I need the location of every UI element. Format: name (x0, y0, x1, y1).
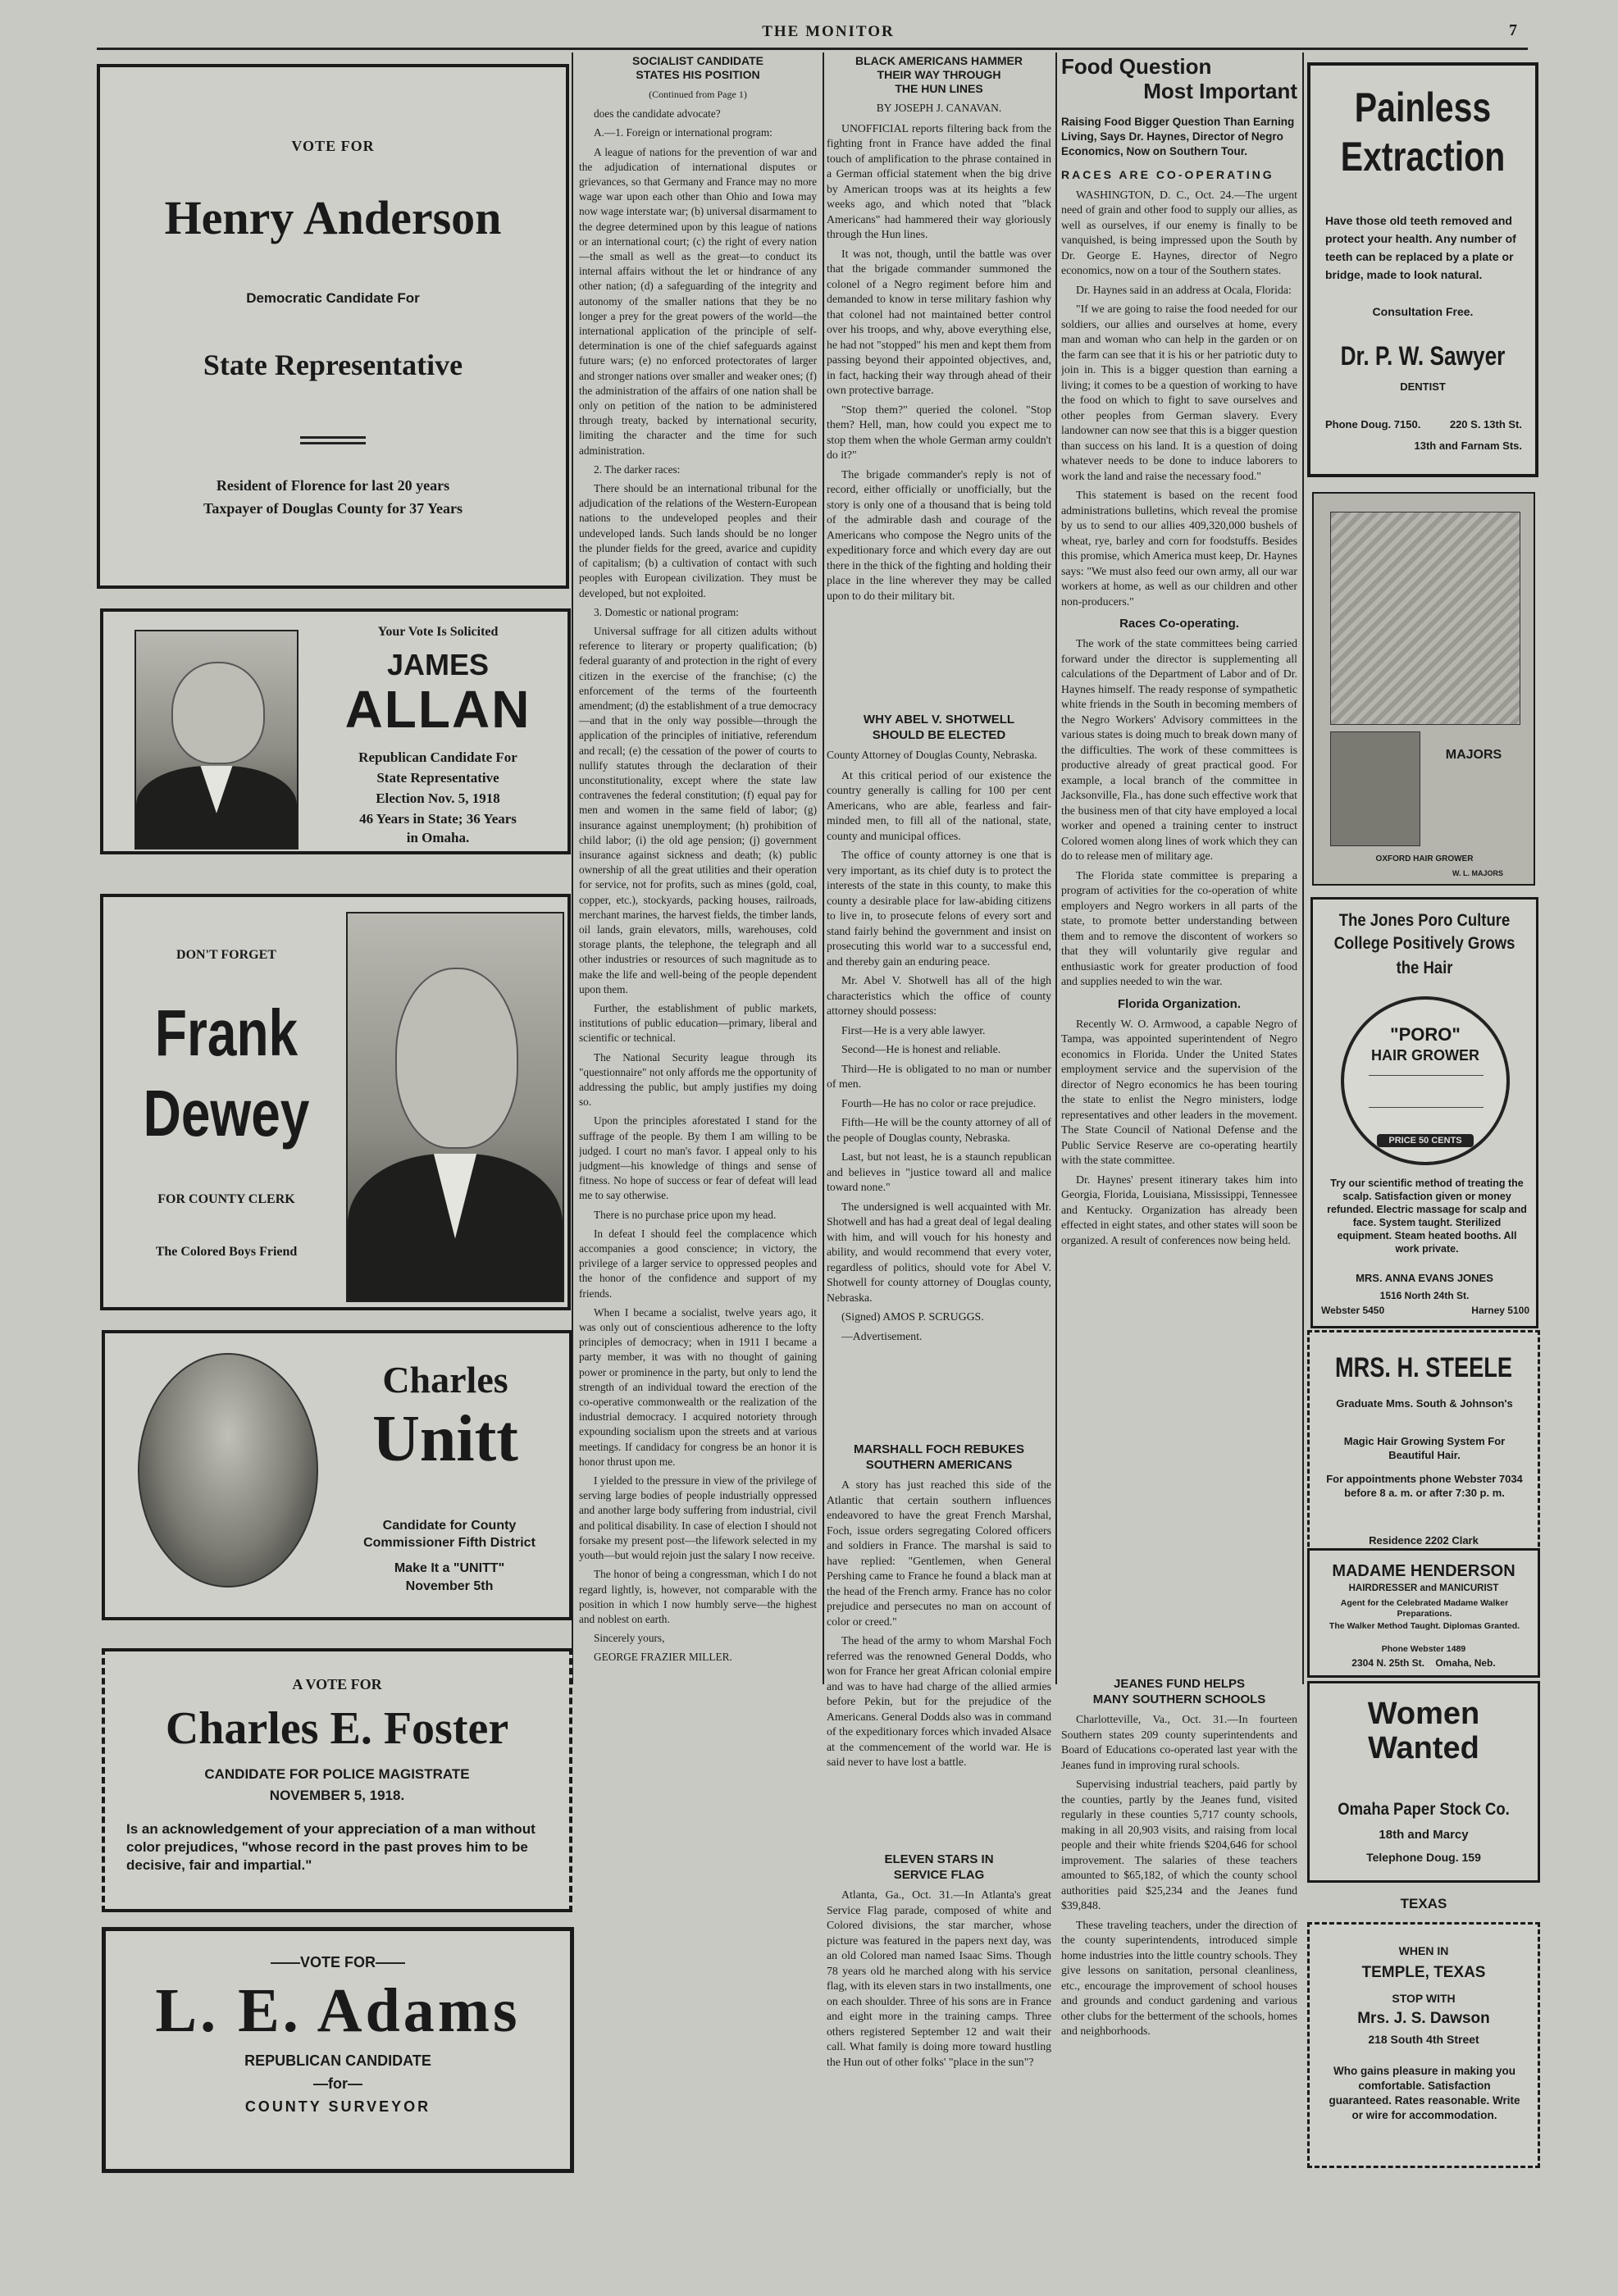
ad-anderson-line1: Resident of Florence for last 20 years (216, 477, 450, 494)
article-headline: MARSHALL FOCH REBUKES (853, 1442, 1025, 1456)
ad-allan-line4: 46 Years in State; 36 Years (359, 811, 517, 827)
ad-foster-body: Is an acknowledgement of your appreciation of a man without color prejudices, "whose record in the past proves him to be decisive, fair and impartial." (126, 1821, 536, 1873)
ad-majors-brand: MAJORS (1445, 748, 1502, 762)
article-headline: BLACK AMERICANS HAMMER (855, 54, 1023, 67)
article-paragraph: Fourth—He has no color or race prejudice. (841, 1096, 1037, 1109)
ad-anderson-party: Democratic Candidate For (246, 290, 420, 306)
ad-foster-line2: NOVEMBER 5, 1918. (269, 1788, 405, 1803)
ad-women-addr: 18th and Marcy (1379, 1828, 1469, 1842)
ad-women-wanted (1307, 1681, 1540, 1883)
article-paragraph: There is no purchase price upon my head. (594, 1208, 777, 1221)
article-paragraph: The head of the army to whom Marshal Foch referred was the renowned General Dodds, who won for France her great African colonial empire and was to have had charge of the allied armies before Pekin, but for the prejudice of the Americans. General Dodds also was in command of the expeditionary forces which invaded Alsace at the commencement of the world war. He is said never to have lost a battle. (827, 1634, 1051, 1768)
article-paragraph: Fifth—He will be the county attorney of all of the people of Douglas county, Nebraska. (827, 1116, 1051, 1144)
article-paragraph: —Advertisement. (841, 1329, 923, 1342)
ad-allan-line3: Election Nov. 5, 1918 (376, 790, 500, 806)
ad-texas-stop: STOP WITH (1392, 1992, 1456, 2005)
article-headline: SERVICE FLAG (893, 1868, 985, 1882)
article-paragraph: I yielded to the pressure in view of the privilege of serving large bodies of people industrially oppressed and another large body suffering from industrial, civil and political disability. In case of election I should not forsake my present post—the lifework selected in my youth—but would rejoin just the salary I now receive. (579, 1474, 817, 1562)
ad-allan-last: ALLAN (344, 680, 531, 739)
article-paragraph: In defeat I should feel the complacence which accompanies a good conscience; in victory, the privilege of a larger service to oppressed peoples and the honor of the confidence and support of my friends. (579, 1227, 817, 1300)
article-paragraph: When I became a socialist, twelve years ago, it was only out of conscientious adherence to the lofty principles of democracy; when in 1911 I became a party member, it was with no thought of gaining power or prominence in the party, but only to lend the strength of an individual toward the erection of the co-operative commonwealth or the realization of the industrial democracy. I acquired notoriety through expounding socialism upon the streets and at various meetings. If candidacy for congress be an honor it is honor thrust upon me. (579, 1305, 817, 1468)
article-paragraph: Upon the principles aforestated I stand for the suffrage of the people. By them I am willing to be judged. I court no man's favor. I appeal only to his judgment—his knowledge of things and sense of fitness. No hope of success or fear of defeat will lead me to say otherwise. (579, 1114, 817, 1202)
ad-texas-name: Mrs. J. S. Dawson (1357, 2010, 1490, 2027)
ad-anderson-office: State Representative (203, 348, 463, 381)
ad-women-company: Omaha Paper Stock Co. (1338, 1800, 1510, 1819)
ad-poro-title2: College Positively Grows (1333, 934, 1515, 953)
portrait-oval (138, 1353, 318, 1588)
ad-women-title2: Wanted (1368, 1731, 1479, 1765)
ad-poro-phone1: Webster 5450 (1321, 1305, 1385, 1316)
article-paragraph: UNOFFICIAL reports filtering back from the fighting front in France have added the final touch of amplification to the phrase contained in a German official statement when the big drive by American troops was at its heights a few weeks ago, and which noted that "black Americans" had hammered their way gloriously through the Hun lines. (827, 121, 1051, 240)
ad-henderson-line2: Agent for the Celebrated Madame Walker Preparations. (1340, 1598, 1509, 1619)
ad-charles-foster (102, 1648, 572, 1912)
ad-texas-when: WHEN IN (1398, 1944, 1449, 1957)
article-paragraph: A story has just reached this side of the Atlantic that certain southern influences endeavored to have the great French Marshal, Foch, issue orders segregating Colored officers and soldiers in France. The marshal is said to have replied: "Gentlemen, when General Pershing came to France he found a black man at the head of the French army. France has no color prejudice and persecutes no man on account of color or creed." (827, 1478, 1051, 1628)
article-byline: BY JOSEPH J. CANAVAN. (876, 102, 1002, 114)
article-paragraph: These traveling teachers, under the direction of the county superintendents, introduced simple home industries into the little country schools. They give lessons on sanitation, personal cleanliness, etc., encourage the improvement of school houses and grounds and conduct gardening and various other clubs for the betterment of the schools, homes and neighborhoods. (1061, 1918, 1297, 2037)
article-paragraph: There should be an international tribunal for the adjudication of the relations of the Western-European nations to the undeveloped peoples and their undeveloped lands. Such lands should be no longer the plunder fields for the greed, avarice and cupidity of capitalism; (b) a cultivation of contact with such peoples with European civilization. They must be developed, but not exploited. (579, 482, 817, 599)
ad-women-phone: Telephone Doug. 159 (1366, 1851, 1481, 1864)
ad-painless-extraction (1307, 62, 1538, 477)
ad-charles-unitt (102, 1330, 572, 1620)
article-paragraph: 2. The darker races: (594, 462, 681, 476)
ad-poro-title1: The Jones Poro Culture (1338, 911, 1511, 930)
ad-steele-line2: Magic Hair Growing System For Beautiful Hair. (1343, 1435, 1506, 1461)
ad-dewey-office: FOR COUNTY CLERK (157, 1192, 295, 1206)
continued-note: (Continued from Page 1) (649, 89, 747, 100)
ad-henderson-line1: HAIRDRESSER and MANICURIST (1348, 1583, 1499, 1593)
article-paragraph: Mr. Abel V. Shotwell has all of the high characteristics which the office of county attorney should possess: (827, 974, 1051, 1017)
ad-steele-line4: Residence 2202 Clark (1369, 1534, 1479, 1547)
article-paragraph: A league of nations for the prevention of war and the adjudication of international disputes or grievances, so that Germany and France may no more wage war upon each other than Ohio and Iowa may now wage interstate war; (b) universal disarmament to the degree determined upon by this league of nations or an international court; (c) the right of every nation—the small as well as the great—to conduct its internal affairs without the let or hindrance of any other nation; (d) a safeguarding of the integrity and autonomy of the smaller nations that they be no longer a prey for the great powers of the world—the international application of the principle of self-determination is one of the chief safeguards against future wars; (e) no enforced protectorates of larger and stronger nations over smaller and weaker ones; (f) the administration of the affairs of one nation shall be only on petition of the nation to be administered through treaty, backed by international security, limiting the character and the time for such administration. (579, 145, 817, 457)
ad-dewey-dont: DON'T FORGET (176, 948, 276, 962)
article-paragraph: First—He is a very able lawyer. (841, 1023, 986, 1036)
ad-unitt-last: Unitt (372, 1403, 518, 1475)
ad-painless-phone: Phone Doug. 7150. (1325, 418, 1421, 430)
article-jeanes-fund (1061, 1670, 1297, 2178)
article-paragraph: Third—He is obligated to no man or number of men. (827, 1062, 1051, 1090)
ad-majors-hair (1312, 492, 1535, 886)
ad-dewey-friend: The Colored Boys Friend (155, 1245, 298, 1259)
article-paragraph: Universal suffrage for all citizen adults without reference to literary or property qualification; (b) federal guaranty of and protection in the right of every citizen in the exercise of the franchise; (c) the enforcement of the terms of the fourteenth amendment; (d) the establishment of a true democracy—and that in the only way possible—through the application of the principles of initiative, referendum and recall; (e) the cessation of the power of courts to nullify statutes through the declaration of their unconstitutionality, except where the state law contravenes the federal constitution; (f) equal pay for men and women in the same field of labor; (g) insurance against unemployment; (h) prohibition of child labor; (i) the old age pension; (j) government insurance against sickness and death; (k) public ownership of all the great utilities and their operation for service, not for profits, such as mines (gold, coal, copper, etc.), stockyards, packing houses, railroads, merchant marines, the harvest fields, the timber lands, oil lands, grain elevators, mills, warehouses, cold storage plants, the telephone, the telegraph and all other industries or resources of such magnitude as to make the life and well-being of the people dependent upon them. (579, 624, 817, 995)
ad-texas-addr: 218 South 4th Street (1368, 2033, 1479, 2046)
article-subhead: County Attorney of Douglas County, Nebraska. (827, 749, 1037, 761)
article-paragraph: (Signed) AMOS P. SCRUGGS. (841, 1310, 984, 1323)
column-rule (1302, 52, 1304, 1684)
article-subhead: Races Co-operating. (1119, 617, 1239, 631)
article-eleven-stars (827, 1845, 1051, 2173)
article-paragraph: 3. Domestic or national program: (594, 605, 739, 618)
ad-foster-line1: CANDIDATE FOR POLICE MAGISTRATE (204, 1766, 470, 1782)
article-paragraph: The Florida state committee is preparing a program of activities for the co-operation of white employers and Negro workers in all parts of the state, to promote better understanding between them and to remove the discontent of workers so that they will voluntarily give regular and enthusiastic work for greater production of food and supplies needed to win the war. (1061, 868, 1297, 987)
column-rule (1055, 52, 1057, 1684)
ad-painless-addr1: 220 S. 13th St. (1449, 418, 1522, 430)
ad-henry-anderson (97, 64, 569, 589)
ad-poro-culture (1310, 897, 1538, 1328)
ad-texas-label: TEXAS (1400, 1896, 1447, 1911)
ad-women-title1: Women (1367, 1697, 1480, 1731)
ad-allan-first: JAMES (386, 648, 490, 681)
article-headline: SOCIALIST CANDIDATE (632, 54, 763, 67)
ad-allan-line5: in Omaha. (406, 830, 470, 845)
article-headline: SHOULD BE ELECTED (872, 728, 1006, 742)
ad-poro-body: Try our scientific method of treating the scalp. Satisfaction given or money refunded. Electric massage for scalp and face. System taught. Sterilized equipment. Steam heated booths. All work private. (1327, 1178, 1527, 1255)
article-paragraph: The National Security league through its "questionnaire" not only affords me the opportunity of addressing the public, but amply justifies my doing so. (579, 1050, 817, 1109)
ad-adams-vote: ——VOTE FOR—— (270, 1954, 405, 1970)
ad-unitt-line2: Make It a "UNITT" (394, 1561, 505, 1575)
ad-painless-title2: Extraction (1340, 134, 1506, 180)
article-paragraph: The office of county attorney is one that is very important, as its chief duty is to protect the interests of the state in this county, to make this county a desirable place for law-abiding citizens to live in, to prosecute felons of every sort and stand fairly behind the government and insist on prosecuting this world war to a successful end, and thereby gain an enduring peace. (827, 849, 1051, 968)
article-paragraph: The brigade commander's reply is not of record, either officially or unofficially, but the story is only one of a thousand that is being told of the admirable dash and courage of the Americans who compose the Negro units of the expeditionary force and which every day are out there in the thick of the fighting and holding their place in the line wherever they may be called upon to do their military bit. (827, 467, 1051, 602)
decorative-rule (300, 436, 366, 444)
article-paragraph: This statement is based on the recent food administrations bulletins, which reveal the promise by us to send to our allies 409,320,000 bushels of wheat, rye, barley and corn for foodstuffs. Besides this promise, which America must keep, Dr. Haynes says: "We must also feed our own army, all our war workers at home, as well as our children and other non-producers." (1061, 489, 1297, 608)
article-paragraph: It was not, though, until the battle was over that the brigade commander summoned the colonel of a Negro regiment before him and demanded to know in terse military fashion why that colonel had not maintained better control over his troops, and why, above everything else, he had not "stopped" his men and kept them from passing beyond their appointed objectives, and, in fact, hacking their way through ahead of their own protective barrage. (827, 247, 1051, 396)
ad-poro-label3: PRICE 50 CENTS (1377, 1134, 1474, 1147)
ad-henderson-name: MADAME HENDERSON (1332, 1562, 1515, 1580)
article-paragraph: The undersigned is well acquainted with Mr. Shotwell and has had a great deal of legal dealing with him, and will vouch for his honesty and ability, and would recommend that every voter, regardless of politics, should vote for Abel V. Shotwell for county attorney of Douglas county, Nebraska. (827, 1200, 1051, 1304)
article-headline: JEANES FUND HELPS (1113, 1677, 1246, 1691)
ad-majors-agent: W. L. MAJORS (1452, 869, 1503, 877)
article-paragraph: Dr. Haynes said in an address at Ocala, Florida: (1076, 283, 1292, 296)
ad-painless-title1: Painless (1354, 84, 1492, 130)
ad-henderson-line3: The Walker Method Taught. Diplomas Granted. (1329, 1621, 1520, 1631)
ad-unitt-line1: Candidate for County Commissioner Fifth District (363, 1519, 536, 1550)
ad-poro-addr: 1516 North 24th St. (1379, 1290, 1470, 1301)
ad-adams-name: L. E. Adams (155, 1976, 521, 2045)
ad-adams-line3: COUNTY SURVEYOR (244, 2098, 431, 2115)
ad-poro-label2: HAIR GROWER (1371, 1047, 1479, 1064)
ad-poro-title3: the Hair (1396, 959, 1453, 977)
ad-painless-addr2: 13th and Farnam Sts. (1414, 440, 1522, 452)
ad-henderson-line5: 2304 N. 25th St. Omaha, Neb. (1351, 1657, 1496, 1669)
article-headline: THEIR WAY THROUGH (877, 68, 1001, 81)
article-headline: THE HUN LINES (895, 82, 983, 95)
article-headline: Food Question (1061, 54, 1212, 79)
ad-steele-line1: Graduate Mms. South & Johnson's (1336, 1397, 1513, 1410)
ad-poro-name: MRS. ANNA EVANS JONES (1356, 1272, 1493, 1284)
ad-henderson-line4: Phone Webster 1489 (1381, 1644, 1466, 1654)
ad-anderson-line2: Taxpayer of Douglas County for 37 Years (203, 500, 463, 517)
ad-unitt-line3: November 5th (405, 1579, 494, 1593)
ad-unitt-first: Charles (382, 1359, 508, 1401)
ad-texas-city: TEMPLE, TEXAS (1361, 1964, 1486, 1981)
article-paragraph: At this critical period of our existence the country generally is calling for 100 per cent Americans, who are able, fearless and fair-minded men, to fill all of the national, state, county and municipal offices. (827, 768, 1051, 842)
ad-allan-line2: State Representative (376, 770, 499, 786)
article-paragraph: does the candidate advocate? (594, 107, 721, 121)
ad-painless-role: DENTIST (1400, 380, 1446, 393)
article-paragraph: Dr. Haynes' present itinerary takes him into Georgia, Florida, Louisiana, Mississippi, Tennessee and Kentucky. Organization has already been effected in eight states, and other states will soon be organized. A result of conferences now being held. (1061, 1173, 1297, 1246)
article-paragraph: "If we are going to raise the food needed for our soldiers, our allies and ourselves at home, every man and woman who can help in the garden or on the farm can see that it is his or her patriotic duty to join in. This is a bigger question than earning a living; it comes to be a question of working to have the food on which to fight to save ourselves and other peoples from German slavery. Every landowner can now see that this is a bigger question than success on his land. It is a question of doing whatever needs to be done to induce laborers to work the land and raise the necessary food." (1061, 303, 1297, 482)
ad-steele-name: MRS. H. STEELE (1334, 1352, 1513, 1383)
ad-madame-henderson (1307, 1548, 1540, 1678)
article-subhead: RACES ARE CO-OPERATING (1061, 168, 1274, 181)
article-headline: SOUTHERN AMERICANS (865, 1458, 1013, 1472)
article-headline: WHY ABEL V. SHOTWELL (863, 713, 1015, 727)
article-headline: ELEVEN STARS IN (884, 1852, 994, 1866)
ad-foster-name: Charles E. Foster (165, 1703, 509, 1754)
ad-poro-phone2: Harney 5100 (1471, 1305, 1529, 1316)
ad-frank-dewey (100, 894, 571, 1310)
article-headline: STATES HIS POSITION (636, 68, 760, 81)
article-paragraph: Further, the establishment of public markets, institutions of public education—primary, liberal and scientific or technical. (579, 1001, 817, 1045)
ad-le-adams (102, 1927, 574, 2173)
article-subhead: Florida Organization. (1117, 996, 1241, 1011)
ad-dewey-last: Dewey (143, 1077, 310, 1150)
masthead-title: THE MONITOR (762, 23, 895, 40)
ad-texas-dawson (1307, 1922, 1540, 2168)
ad-foster-vote: A VOTE FOR (292, 1676, 382, 1692)
ad-painless-body: Have those old teeth removed and protect your health. Any number of teeth can be replaced by a plate or bridge, made to look natural. (1325, 214, 1516, 281)
article-paragraph: The honor of being a congressman, which I do not regard lightly, is, however, not comparable with the position in which I now humbly serve—the highest and noblest on earth. (579, 1568, 817, 1625)
poro-label-circle (1341, 996, 1510, 1165)
ad-dewey-first: Frank (154, 996, 299, 1069)
article-paragraph: GEORGE FRAZIER MILLER. (594, 1651, 732, 1664)
ad-painless-consult: Consultation Free. (1372, 305, 1474, 318)
ad-majors-caption: OXFORD HAIR GROWER (1375, 854, 1474, 863)
poro-label-script (1369, 1075, 1484, 1108)
ad-anderson-vote: VOTE FOR (291, 138, 375, 154)
ad-adams-line1: REPUBLICAN CANDIDATE (244, 2052, 431, 2069)
illustration-product-box (1330, 731, 1420, 846)
ad-james-allan (100, 608, 571, 854)
article-hun-lines (827, 54, 1051, 694)
ad-adams-line2: —for— (313, 2075, 362, 2092)
article-paragraph: Sincerely yours, (594, 1632, 665, 1645)
ad-mrs-steele (1307, 1330, 1540, 1576)
article-socialist (579, 54, 817, 1694)
masthead-rule (97, 48, 1528, 50)
article-paragraph: Second—He is honest and reliable. (841, 1043, 1001, 1055)
article-paragraph: Supervising industrial teachers, paid partly by the counties, partly by the Jeanes fund, visited regularly in these counties 5,717 county schools, making in all 20,903 visits, and raising from local people and their white friends $204,646 for school improvement. The salaries of these teachers amounted to $65,182, of which the county school authorities paid $25,234 and the Jeanes fund $39,848. (1061, 1778, 1297, 1911)
ad-texas-body: Who gains pleasure in making you comfortable. Satisfaction guaranteed. Rates reasonable. Write or wire for accommodation. (1329, 2065, 1520, 2121)
ad-steele-line3: For appointments phone Webster 7034 before 8 a. m. or after 7:30 p. m. (1326, 1473, 1523, 1499)
ad-painless-name: Dr. P. W. Sawyer (1340, 341, 1506, 371)
article-paragraph: "Stop them?" queried the colonel. "Stop them? Hell, man, how could you expect me to stop them when the whole German army couldn't do it?" (827, 403, 1051, 461)
portrait-photo (134, 630, 299, 850)
article-paragraph: WASHINGTON, D. C., Oct. 24.—The urgent need of grain and other food to supply our allies, as well as ourselves, if our enemy is finally to be vanquished, is being impressed upon the South by Dr. George E. Haynes, director of Negro economics, now on a tour of the Southern states. (1061, 188, 1297, 276)
article-headline: MANY SOUTHERN SCHOOLS (1092, 1692, 1266, 1706)
article-paragraph: Recently W. O. Armwood, a capable Negro of Tampa, was appointed superintendent of Negro economics in Florida. Under the United States employment service and the supervision of the director of Negro economics he has been touring the state to enlist the Negro ministers, lodge representatives and other leaders in the movement. The State Council of National Defense and the Public Service Reserve are co-operating heartily with the state committee. (1061, 1017, 1297, 1166)
article-foch (827, 1435, 1051, 1837)
article-deck: Raising Food Bigger Question Than Earning Living, Says Dr. Haynes, Director of Negro Economics, Now on Southern Tour. (1061, 116, 1295, 157)
article-paragraph: Atlanta, Ga., Oct. 31.—In Atlanta's great Service Flag parade, composed of white and Colored divisions, the star marcher, whose picture was featured in the papers next day, was an old Colored man named Isaac Sims. Though 78 years old he marched along with his service flag, with its eleven stars in two installments, one on each shoulder. Three of his sons are in France and eight more in the training camps. Three others registered September 12 and wait their call. What family is doing more toward hustling the Hun out of other folks' "place in the sun"? (827, 1888, 1051, 2068)
column-rule (823, 52, 824, 1684)
ad-allan-line1: Republican Candidate For (358, 749, 517, 765)
article-food-question (1061, 54, 1297, 1661)
article-paragraph: Charlotteville, Va., Oct. 31.—In fourteen Southern states 209 county superintendents and Board of Educations co-operated last year with the Jeanes fund in improving rural schools. (1061, 1713, 1297, 1771)
article-paragraph: A.—1. Foreign or international program: (594, 126, 773, 139)
ad-allan-solicit: Your Vote Is Solicited (377, 625, 499, 639)
portrait-photo (346, 912, 564, 1302)
article-shotwell (827, 705, 1051, 1427)
page-number: 7 (1509, 21, 1517, 39)
article-paragraph: Last, but not least, he is a staunch republican and believes in "justice toward all and malice toward none." (827, 1150, 1051, 1193)
ad-anderson-name: Henry Anderson (164, 191, 502, 244)
illustration-women (1330, 512, 1520, 725)
article-headline: Most Important (1143, 79, 1297, 103)
article-paragraph: The work of the state committees being carried forward under the director is supplementing all calculations of the Department of Labor and of Dr. Haynes himself. The ready response of sympathetic white friends in the South in becoming members of the Negro Workers' Advisory committees in the various states is doing much to break down many of the difficulties. The work of these committees is productive already of great practical good. For example, a local branch of the committee in Jacksonville, Fla., has done such effective work that the business men of that city have employed a local worker and opened a training center to instruct Colored women along lines of work which they can do to release men of military age. (1061, 637, 1297, 862)
ad-poro-label1: "PORO" (1390, 1024, 1461, 1045)
